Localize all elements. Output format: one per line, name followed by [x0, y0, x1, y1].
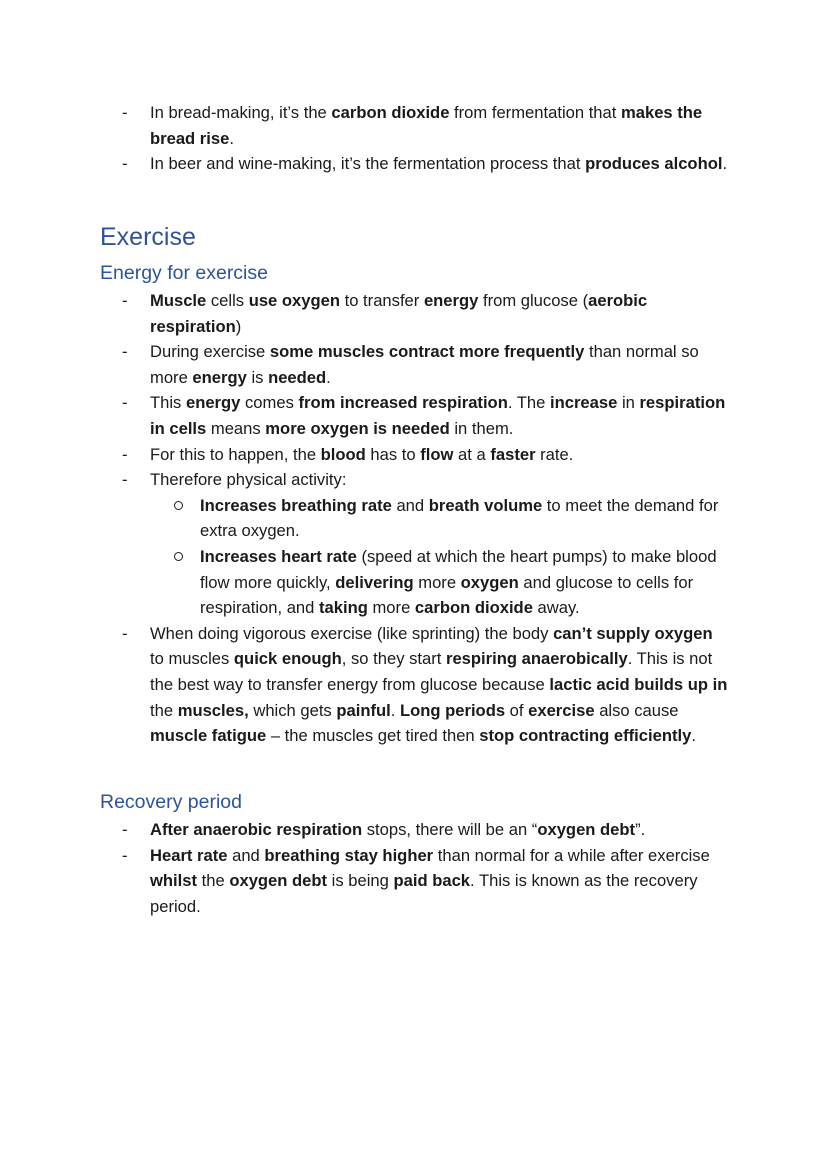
intro-list — [118, 100, 728, 177]
dash-bullet: - — [122, 845, 128, 865]
heading-exercise: Exercise — [100, 223, 196, 251]
circle-bullet-icon — [174, 552, 183, 561]
dash-bullet: - — [122, 444, 128, 464]
dash-bullet: - — [122, 393, 128, 413]
recovery-list — [118, 817, 728, 919]
list-item: - Therefore physical activity: Increases breathing rate and breath volume to meet the demand for extra oxygen. Increases heart rate (speed at which the heart pumps) to make blood flow more quickly, delivering more oxygen and glucose to cells for respiration, and taking more carbon dioxide away. — [118, 467, 728, 621]
dash-bullet: - — [122, 342, 128, 362]
dash-bullet: - — [122, 103, 128, 122]
list-item: - In beer and wine-making, it’s the fermentation process that produces alcohol. — [118, 151, 728, 177]
list-item: - This energy comes from increased respiration. The increase in respiration in cells means more oxygen is needed in them. — [118, 390, 728, 441]
heading-recovery-period: Recovery period — [100, 791, 242, 813]
energy-list — [118, 288, 728, 749]
list-item: - In bread-making, it’s the carbon dioxide from fermentation that makes the bread rise. — [118, 100, 728, 151]
activity-sublist — [168, 493, 728, 621]
list-item: - When doing vigorous exercise (like sprinting) the body can’t supply oxygen to muscles quick enough, so they start respiring anaerobically. This is not the best way to transfer energy from glucose because lactic acid builds up in the muscles, which gets painful. Long periods of exercise also cause muscle fatigue – the muscles get tired then stop contracting efficiently. — [118, 621, 728, 749]
list-item: - During exercise some muscles contract more frequently than normal so more energy is needed. — [118, 339, 728, 390]
dash-bullet: - — [122, 623, 128, 643]
heading-energy-for-exercise: Energy for exercise — [100, 262, 268, 284]
list-item: - For this to happen, the blood has to flow at a faster rate. — [118, 442, 728, 468]
sublist-item: Increases breathing rate and breath volume to meet the demand for extra oxygen. — [168, 493, 728, 544]
list-item: - Muscle cells use oxygen to transfer energy from glucose (aerobic respiration) — [118, 288, 728, 339]
dash-bullet: - — [122, 820, 128, 839]
sublist-item: Increases heart rate (speed at which the heart pumps) to make blood flow more quickly, delivering more oxygen and glucose to cells for respiration, and taking more carbon dioxide away. — [168, 544, 728, 621]
circle-bullet-icon — [174, 501, 183, 510]
dash-bullet: - — [122, 291, 128, 310]
list-item: - Heart rate and breathing stay higher than normal for a while after exercise whilst the oxygen debt is being paid back. This is known as the recovery period. — [118, 843, 728, 920]
dash-bullet: - — [122, 470, 128, 490]
list-item: - After anaerobic respiration stops, there will be an “oxygen debt”. — [118, 817, 728, 843]
dash-bullet: - — [122, 154, 128, 174]
